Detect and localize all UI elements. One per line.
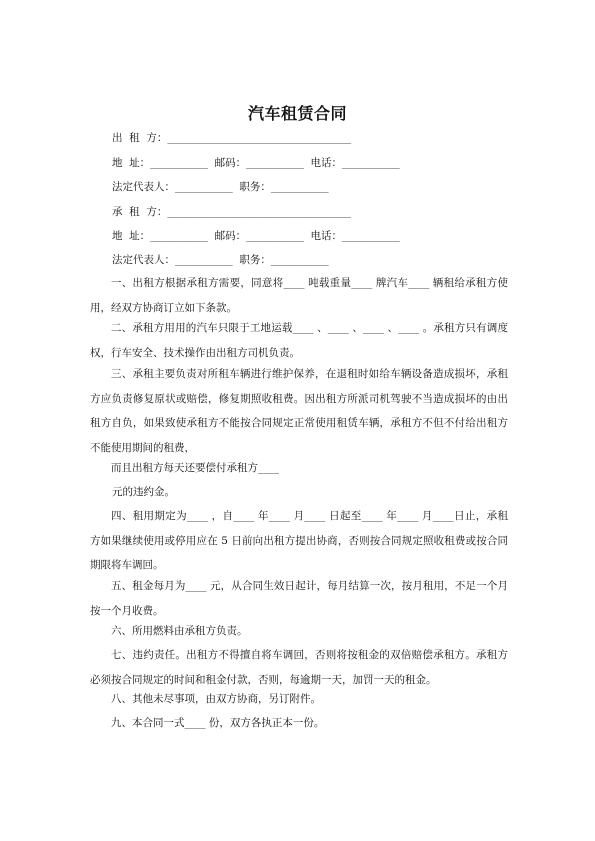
lessee-line: 承 租 方：___________________________________ <box>112 206 352 218</box>
clause-3-continuation: 而且出租方每天还要偿付承租方____ <box>111 462 279 474</box>
clause-4: 四、租用期定为____ ，自____ 年____ 月____ 日起至____ 年____ 月____日止，承租方如果继续使用或停用应在 5 日前向出租方提出协商，否则按合同规定照收租费或按合同期限将车调回。 <box>90 510 508 571</box>
lessor-address-line: 地 址：___________ 邮码：___________ 电话：___________ <box>112 157 400 169</box>
clause-8: 八、其他未尽事项，由双方协商，另订附件。 <box>111 693 321 705</box>
lessee-address-line: 地 址：___________ 邮码：___________ 电话：___________ <box>112 230 400 242</box>
document-title: 汽车租赁合同 <box>247 104 347 123</box>
lessee-representative-line: 法定代表人：___________ 职务：___________ <box>112 254 329 266</box>
clause-1: 一、出租方根据承租方需要，同意将____ 吨载重量____ 牌汽车____ 辆租给承租方使用，经双方协商订立如下条款。 <box>90 277 508 314</box>
clause-3-penalty-line: 元的违约金。 <box>112 486 175 498</box>
clause-5: 五、租金每月为____ 元，从合同生效日起计，每月结算一次，按月租用，不足一个月按一个月收费。 <box>90 580 508 617</box>
clause-3: 三、承租主要负责对所租车辆进行维护保养，在退租时如给车辆设备造成损坏，承租方应负责修复原状或赔偿，修复期照收租费。因出租方所派司机驾驶不当造成损坏的由出租方自负，如果致使承租方不能按合同规定正常使用租赁车辆，承租方不但不付给出租方不能使用期间的租费， <box>90 368 508 454</box>
lessor-line: 出 租 方：___________________________________ <box>112 132 352 144</box>
lessor-representative-line: 法定代表人：___________ 职务：___________ <box>112 181 329 193</box>
clause-2: 二、承租方用用的汽车只限于工地运载____ 、____ 、____ 、____ 。承租方只有调度权，行车安全、技术操作由出租方司机负责。 <box>90 322 508 359</box>
clause-7: 七、违约责任。出租方不得擅自将车调回，否则将按租金的双倍赔偿承租方。承租方必须按合同规定的时间和租金付款，否则，每逾期一天，加罚一天的租金。 <box>90 649 508 686</box>
clause-6: 六、所用燃料由承租方负责。 <box>111 625 248 637</box>
clause-9: 九、本合同一式____ 份，双方各执正本一份。 <box>111 717 325 729</box>
